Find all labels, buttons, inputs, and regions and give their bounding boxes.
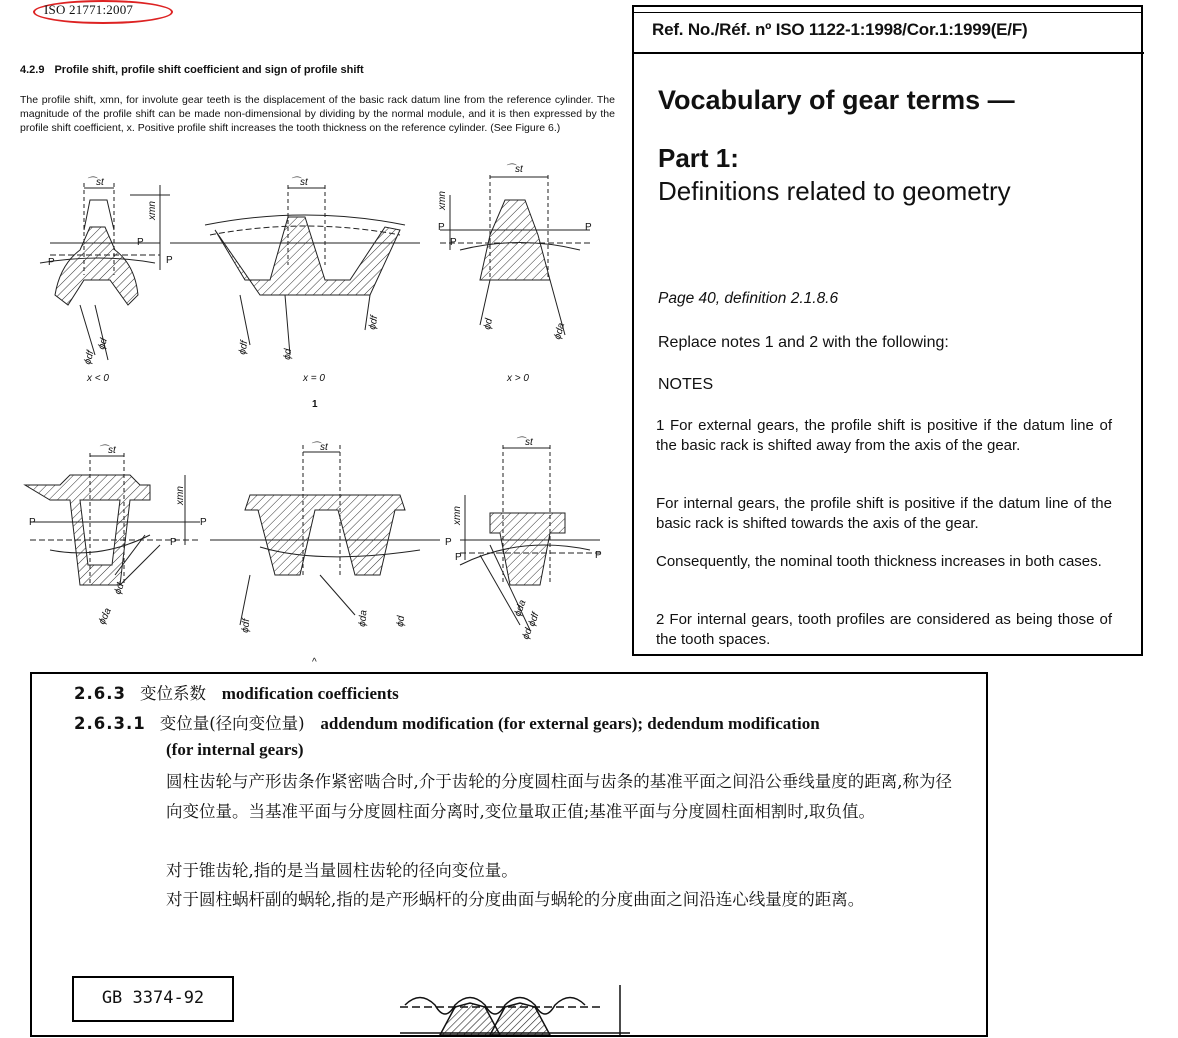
p-label-12: P — [595, 550, 602, 561]
term-2-6-3-1-number: 2.6.3.1 — [74, 714, 146, 733]
dia-d-2: ϕd — [282, 348, 294, 361]
iso-standard-label: ISO 21771:2007 — [44, 2, 134, 17]
term-2-6-3-1-en-cont: (for internal gears) — [166, 740, 304, 759]
part-subtitle: Definitions related to geometry — [658, 176, 1011, 206]
gear-external-zero-shift — [170, 185, 420, 355]
xmn-label-2: xmn — [437, 191, 448, 210]
st-label-4: ⌒st — [98, 445, 116, 456]
p-label-5: P — [450, 237, 457, 248]
cond-pos: x > 0 — [507, 373, 529, 384]
dia-da-4: ϕda — [96, 606, 114, 627]
worm-gear-note: 对于圆柱蜗杆副的蜗轮,指的是产形蜗杆的分度曲面与蜗轮的分度曲面之间沿连心线量度的距离。 — [166, 890, 865, 909]
p-label-8: P — [200, 517, 207, 528]
dia-d-3: ϕd — [482, 317, 495, 331]
section-heading — [20, 64, 364, 76]
dia-da-6: ϕda — [512, 598, 529, 619]
gb-standard-label: GB 3374-92 — [101, 988, 205, 1008]
vocabulary-title: Vocabulary of gear terms — — [658, 85, 1015, 115]
xmn-label-4: xmn — [452, 506, 463, 525]
notes-heading: NOTES — [658, 376, 714, 393]
page-reference: Page 40, definition 2.1.8.6 — [658, 290, 839, 307]
definition-paragraph: 圆柱齿轮与产形齿条作紧密啮合时,介于齿轮的分度圆柱面与齿条的基准平面之间沿公垂线量度的距离,称为径向变位量。当基准平面与分度圆柱面分离时,变位量取正值;基准平面与分度圆柱面相割时,取负值。 — [166, 772, 952, 821]
st-label-1: ⌒st — [86, 177, 104, 188]
gear-external-pos-shift — [440, 175, 590, 335]
p-label-10: P — [445, 537, 452, 548]
dia-d-4: ϕd — [112, 581, 127, 597]
ref-rule — [634, 52, 1144, 54]
figure-caret: ^ — [312, 657, 317, 665]
term-2-6-3-1-cn: 变位量(径向变位量) — [159, 714, 305, 733]
rack-profile-sketch — [400, 985, 630, 1035]
p-label-1: P — [137, 237, 144, 248]
cond-neg: x < 0 — [87, 373, 109, 384]
st-label-2: ⌒st — [290, 177, 308, 188]
term-2-6-3-en: modification coefficients — [221, 684, 399, 703]
term-2-6-3-1-en: addendum modification (for external gears); dedendum modification — [320, 714, 820, 733]
term-2-6-3-number: 2.6.3 — [74, 684, 126, 703]
dia-da-5: ϕda — [357, 609, 370, 628]
note-1-consequence: Consequently, the nominal tooth thickness increases in both cases. — [656, 553, 1102, 570]
term-2-6-3-cn: 变位系数 — [139, 684, 206, 703]
term-2-6-3 — [74, 680, 399, 704]
dia-da-3: ϕda — [552, 321, 568, 341]
part-title: Part 1: — [658, 143, 739, 173]
note-1-internal: For internal gears, the profile shift is positive if the datum line of the basic rack is shifted towards the axis of the gear. — [656, 495, 1112, 532]
dia-d-6: ϕd — [520, 626, 535, 642]
dia-df-5: ϕdf — [240, 618, 253, 634]
dia-d-5: ϕd — [395, 615, 407, 628]
p-label-4: P — [438, 222, 445, 233]
st-label-6: ⌒st — [515, 437, 533, 448]
p-label-7: P — [29, 517, 36, 528]
note-1: 1 For external gears, the profile shift is positive if the datum line of the basic rack is shifted away from the axis of the gear. — [656, 417, 1112, 454]
bevel-gear-note: 对于锥齿轮,指的是当量圆柱齿轮的径向变位量。 — [166, 861, 518, 880]
p-label-9: P — [170, 537, 177, 548]
p-label-3: P — [166, 255, 173, 266]
figure-key-1: 1 — [312, 399, 318, 410]
section-title: Profile shift, profile shift coefficient and sign of profile shift — [54, 64, 364, 76]
xmn-label-3: xmn — [175, 486, 186, 505]
p-label-6: P — [585, 222, 592, 233]
st-label-3: ⌒st — [505, 164, 523, 175]
p-label-2: P — [48, 257, 55, 268]
p-label-11: P — [455, 552, 462, 563]
section-number: 4.2.9 — [20, 64, 45, 76]
dia-d-1: ϕd — [96, 337, 110, 351]
replace-instruction: Replace notes 1 and 2 with the following: — [658, 334, 949, 351]
gear-internal-neg-shift — [25, 453, 200, 585]
cond-zero: x = 0 — [303, 373, 325, 384]
note-2: 2 For internal gears, tooth profiles are considered as being those of the tooth spaces. — [656, 611, 1112, 648]
xmn-label-1: xmn — [147, 201, 158, 220]
dia-df-6: ϕdf — [526, 611, 542, 629]
gear-internal-pos-shift — [460, 445, 600, 630]
profile-shift-figure — [20, 155, 620, 665]
dia-df-2: ϕdf — [237, 339, 251, 356]
section-paragraph: The profile shift, xmn, for involute gear teeth is the displacement of the basic rack datum line from the reference cylinder. The magnitude of the profile shift can be made non-dimensional by dividing by the normal module, and it is then expressed by the profile shift coefficient, x. Positive profile shift increases the tooth thickness on the reference cylinder. (See Figure 6.) — [20, 94, 615, 134]
term-2-6-3-1 — [74, 710, 820, 734]
st-label-5: ⌒st — [310, 442, 328, 453]
ref-number: Ref. No./Réf. nº ISO 1122-1:1998/Cor.1:1999(E/F) — [652, 20, 1028, 39]
dia-df-3: ϕdf — [367, 314, 381, 331]
dia-df-1: ϕdf — [82, 349, 97, 366]
